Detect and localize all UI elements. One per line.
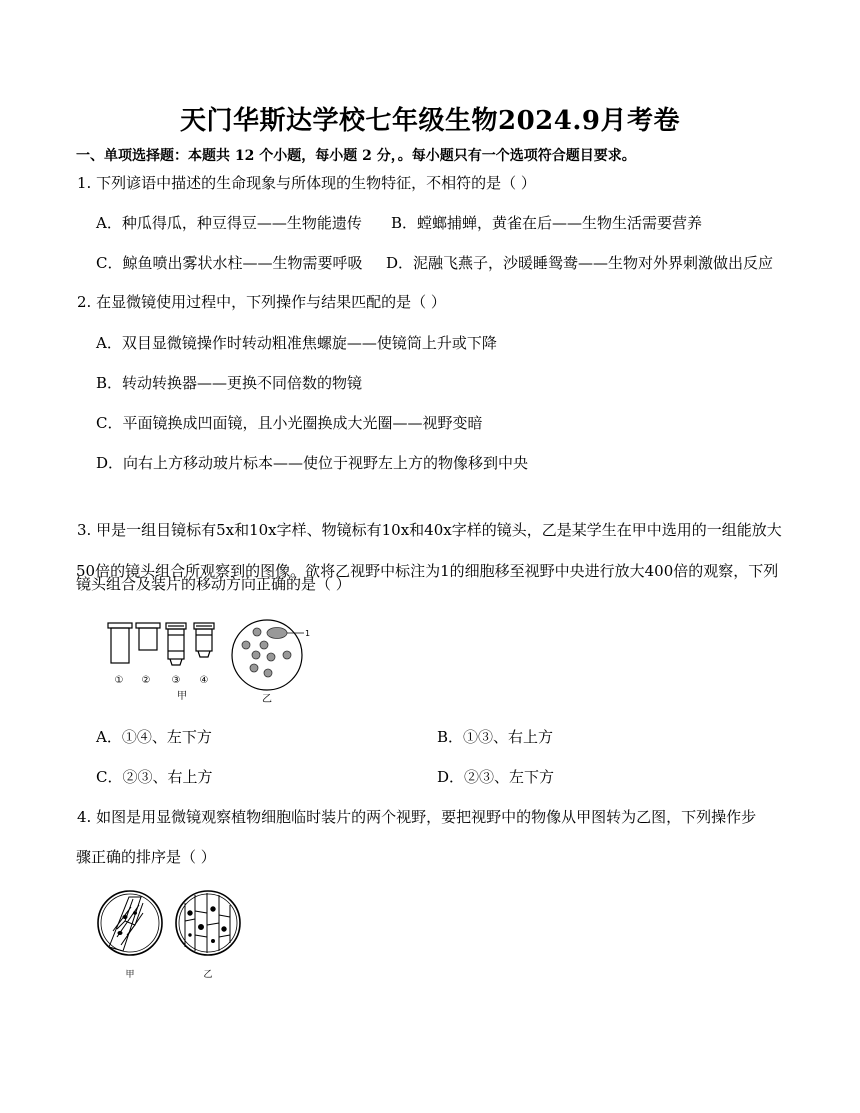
plant-cell-fields-figure [95, 885, 255, 985]
question-3-option-c: C．②③、右上方 [96, 768, 213, 786]
microscope-lenses-figure [100, 615, 330, 710]
question-4-stem-line-2: 骤正确的排序是（ ） [76, 848, 216, 866]
question-3-stem-line-2: 50倍的镜头组合所观察到的图像。欲将乙视野中标注为1的细胞移至视野中央进行放大400倍的观察，下列 [76, 562, 779, 580]
question-4-stem-line-1: 4. 如图是用显微镜观察植物细胞临时装片的两个视野，要把视野中的物像从甲图转为乙图，下列操作步 [77, 808, 757, 826]
section-heading: 一、单项选择题：本题共 12 个小题，每小题 2 分，。每小题只有一个选项符合题目要求。 [76, 148, 636, 164]
lens-label-2: ② [141, 675, 151, 686]
question-1-option-d: D．泥融飞燕子，沙暖睡鸳鸯——生物对外界刺激做出反应 [386, 254, 774, 272]
objective-lens-4-icon [194, 623, 214, 657]
field-of-view-yi-cells [176, 891, 240, 955]
question-3-option-a: A．①④、左下方 [96, 728, 212, 746]
question-1-option-b: B．螳螂捕蝉，黄雀在后——生物生活需要营养 [391, 214, 703, 232]
lens-label-4: ④ [199, 675, 209, 686]
question-2-stem: 2. 在显微镜使用过程中，下列操作与结果匹配的是（ ） [77, 293, 446, 311]
objective-lens-3-icon [166, 623, 186, 665]
eyepiece-lens-2-icon [136, 623, 160, 650]
question-1-stem: 1. 下列谚语中描述的生命现象与所体现的生物特征，不相符的是（ ） [77, 174, 536, 192]
figure-4-label-jia: 甲 [125, 970, 135, 980]
question-2-option-c: C．平面镜换成凹面镜，且小光圈换成大光圈——视野变暗 [96, 414, 483, 432]
field-of-view-jia [98, 891, 162, 955]
question-2-option-b: B．转动转换器——更换不同倍数的物镜 [96, 374, 363, 392]
figure-label-jia: 甲 [177, 691, 187, 702]
question-3-option-d: D．②③、左下方 [437, 768, 555, 786]
question-2-option-a: A．双目显微镜操作时转动粗准焦螺旋——使镜筒上升或下降 [96, 334, 497, 352]
figure-label-yi: 乙 [262, 694, 272, 705]
lens-label-3: ③ [171, 675, 181, 686]
figure-4-label-yi: 乙 [203, 970, 213, 980]
question-3-stem-line-1: 3. 甲是一组目镜标有5x和10x字样、物镜标有10x和40x字样的镜头，乙是某学生在甲中选用的一组能放大 [77, 521, 782, 539]
question-3-option-b: B．①③、右上方 [437, 728, 554, 746]
question-3-stem-line-3: 镜头组合及装片的移动方向正确的是（ ） [76, 575, 351, 593]
question-2-option-d: D．向右上方移动玻片标本——使位于视野左上方的物像移到中央 [96, 454, 529, 472]
page-title: 天门华斯达学校七年级生物2024.9月考卷 [179, 106, 680, 136]
question-1-option-c: C．鲸鱼喷出雾状水柱——生物需要呼吸 [96, 254, 363, 272]
eyepiece-lens-1-icon [108, 623, 132, 663]
cell-marker-label: 1 [305, 629, 311, 638]
lens-label-1: ① [114, 675, 124, 686]
field-of-view-yi [232, 620, 310, 690]
question-1-option-a: A．种瓜得瓜，种豆得豆——生物能遗传 [96, 214, 362, 232]
